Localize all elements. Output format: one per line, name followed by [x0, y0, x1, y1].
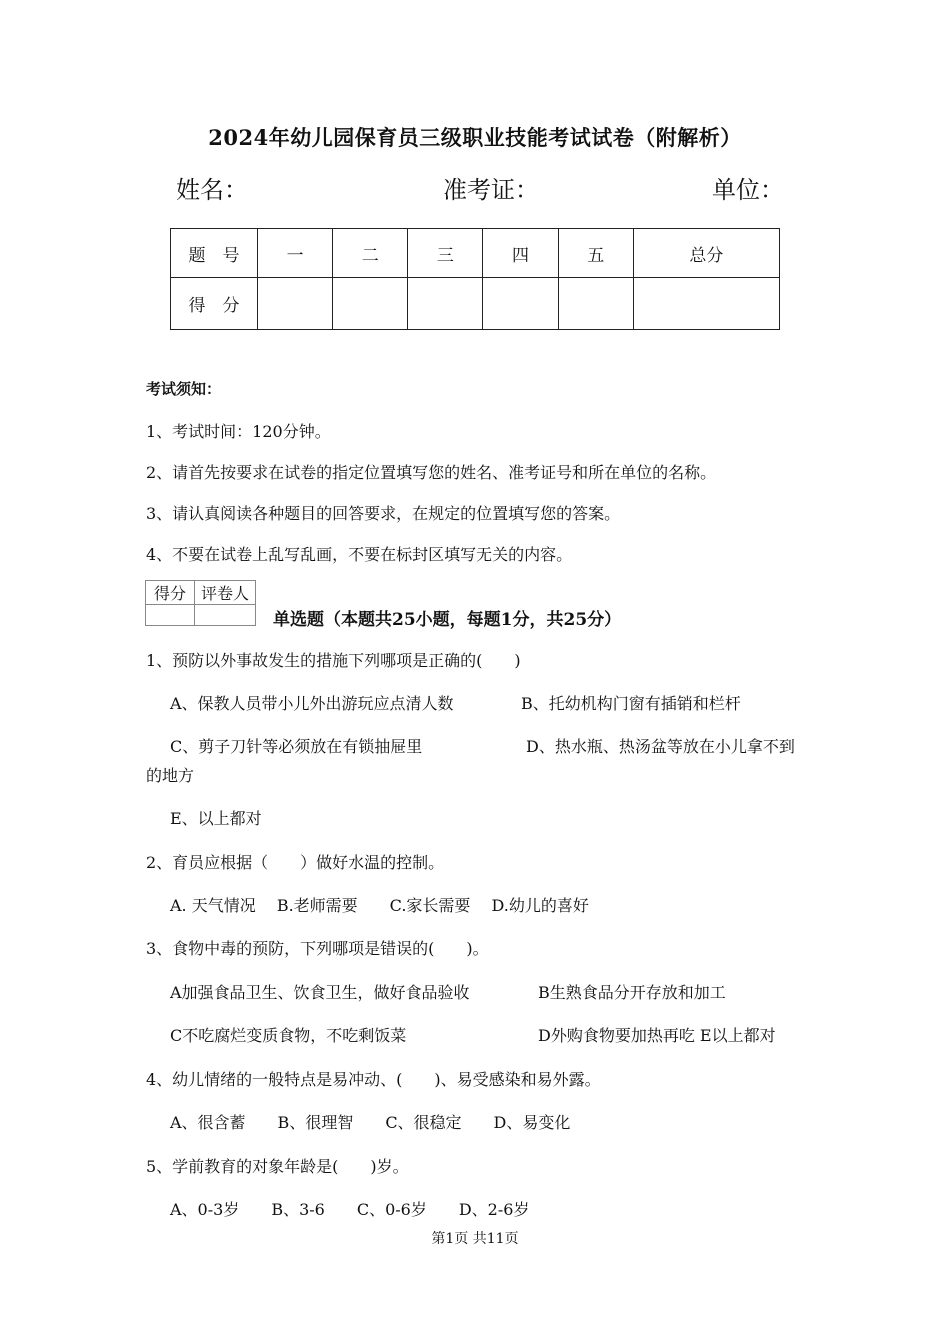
score-table-score-row [171, 278, 780, 330]
option-b: B生熟食品分开存放和加工 [538, 983, 726, 1002]
score-table-cell: 三 [408, 229, 483, 278]
score-table-cell: 总分 [633, 229, 779, 278]
score-table-cell: 一 [258, 229, 333, 278]
question-stem: 5、学前教育的对象年龄是( )岁。 [146, 1157, 409, 1176]
notice-item: 2、请首先按要求在试卷的指定位置填写您的姓名、准考证号和所在单位的名称。 [146, 463, 717, 482]
option-c: C、剪子刀针等必须放在有锁抽屉里 [170, 737, 423, 756]
grader-box [145, 580, 256, 626]
score-input-cell[interactable] [258, 278, 333, 330]
score-input-cell[interactable] [408, 278, 483, 330]
option-a: A加强食品卫生、饮食卫生，做好食品验收 [170, 983, 470, 1002]
name-label: 姓名： [176, 176, 248, 204]
page-footer: 第1页 共11页 [431, 1231, 519, 1247]
score-table-cell: 二 [333, 229, 408, 278]
score-table-cell: 五 [558, 229, 633, 278]
notice-item: 3、请认真阅读各种题目的回答要求，在规定的位置填写您的答案。 [146, 504, 621, 523]
grader-reviewer-cell[interactable] [195, 605, 256, 626]
score-table [170, 228, 780, 330]
question-stem: 4、幼儿情绪的一般特点是易冲动、( )、易受感染和易外露。 [146, 1070, 601, 1089]
option-d: D、热水瓶、热汤盆等放在小儿拿不到 [526, 737, 795, 756]
score-table-cell: 得 分 [171, 278, 258, 330]
exam-id-label: 准考证： [443, 176, 539, 204]
score-table-cell: 题 号 [171, 229, 258, 278]
option-e: E、以上都对 [170, 809, 262, 828]
page-title: 2024年幼儿园保育员三级职业技能考试试卷（附解析） [208, 125, 742, 150]
notice-item: 1、考试时间：120分钟。 [146, 422, 331, 441]
option-b: B、托幼机构门窗有插销和栏杆 [521, 694, 741, 713]
question-stem: 1、预防以外事故发生的措施下列哪项是正确的( ) [146, 651, 521, 670]
score-table-cell: 四 [483, 229, 558, 278]
question-stem: 2、育员应根据（ ）做好水温的控制。 [146, 853, 445, 872]
question-stem: 3、食物中毒的预防，下列哪项是错误的( )。 [146, 939, 489, 958]
question-options: A、很含蓄 B、很理智 C、很稳定 D、易变化 [170, 1113, 571, 1132]
score-input-cell[interactable] [333, 278, 408, 330]
unit-label: 单位： [712, 176, 784, 204]
option-c: C不吃腐烂变质食物，不吃剩饭菜 [170, 1026, 407, 1045]
question-options: A. 天气情况 B.老师需要 C.家长需要 D.幼儿的喜好 [170, 896, 589, 915]
option-d: D外购食物要加热再吃 E以上都对 [538, 1026, 776, 1045]
notice-item: 4、不要在试卷上乱写乱画，不要在标封区填写无关的内容。 [146, 545, 573, 564]
grader-reviewer-label: 评卷人 [195, 581, 256, 605]
score-input-cell[interactable] [633, 278, 779, 330]
question-options: A、0-3岁 B、3-6 C、0-6岁 D、2-6岁 [170, 1200, 530, 1219]
section-title: 单选题（本题共25小题，每题1分，共25分） [273, 610, 622, 630]
option-a: A、保教人员带小儿外出游玩应点清人数 [170, 694, 454, 713]
score-input-cell[interactable] [558, 278, 633, 330]
grader-score-cell[interactable] [146, 605, 195, 626]
score-input-cell[interactable] [483, 278, 558, 330]
score-table-header-row [171, 229, 780, 278]
notice-heading: 考试须知： [146, 380, 222, 398]
grader-score-label: 得分 [146, 581, 195, 605]
option-d-continued: 的地方 [146, 766, 195, 785]
